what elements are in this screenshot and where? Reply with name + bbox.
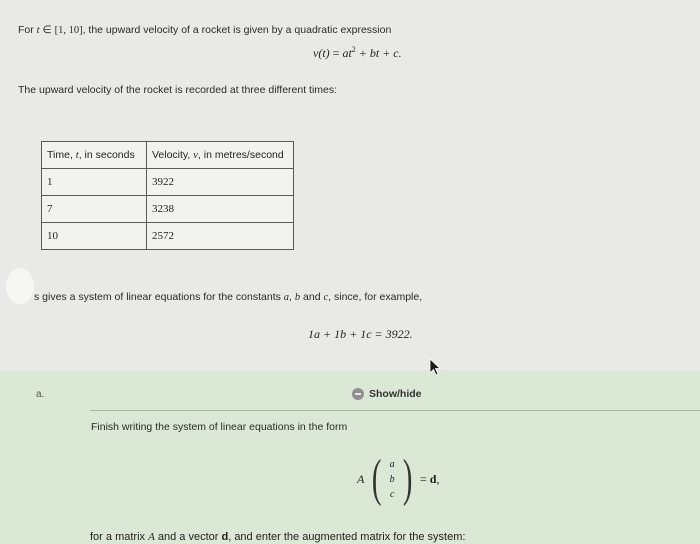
mouse-cursor-icon xyxy=(428,358,442,376)
formula-lhs: v(t) xyxy=(313,46,330,60)
part-label: a. xyxy=(36,389,45,400)
left-paren: ( xyxy=(372,450,382,507)
right-paren: ) xyxy=(402,450,413,507)
formula-eq: = xyxy=(329,46,343,60)
divider xyxy=(90,410,700,411)
vector-b: b xyxy=(389,473,395,485)
table-row xyxy=(42,223,294,250)
show-hide-toggle[interactable] xyxy=(352,388,422,400)
intro-suffix: , the upward velocity of a rocket is given by a quadratic expression xyxy=(82,24,392,36)
intro-prefix: For xyxy=(18,24,37,36)
matrix-equation xyxy=(357,450,440,507)
formula-rest: + bt + c. xyxy=(355,46,402,60)
glare-blob xyxy=(6,268,34,304)
intro-member: ∈ xyxy=(39,24,55,36)
intro-interval: [1, 10] xyxy=(54,25,83,36)
velocity-cell: 2572 xyxy=(147,223,294,250)
part-a-panel xyxy=(0,370,700,544)
show-hide-label: Show/hide xyxy=(369,388,422,400)
velocity-cell: 3922 xyxy=(147,169,294,196)
table-header-row xyxy=(42,142,294,169)
vector-c: c xyxy=(389,488,395,500)
augmented-matrix-instruction: for a matrix A and a vector d, and enter the augmented matrix for the system: xyxy=(90,531,466,543)
finish-instruction: Finish writing the system of linear equations in the form xyxy=(91,421,348,433)
matrix-A: A xyxy=(357,471,365,486)
vector-a: a xyxy=(389,458,395,470)
example-equation: 1a + 1b + 1c = 3922. xyxy=(308,327,413,341)
formula-exponent: 2 xyxy=(351,45,356,54)
table-row xyxy=(42,169,294,196)
velocity-table xyxy=(41,141,294,250)
intro-text xyxy=(18,24,391,36)
intro-t: t xyxy=(36,25,40,36)
velocity-cell: 3238 xyxy=(147,196,294,223)
recorded-text: The upward velocity of the rocket is recorded at three different times: xyxy=(18,84,338,96)
time-cell: 10 xyxy=(42,223,147,250)
header-time: Time, t, in seconds xyxy=(42,142,147,169)
header-velocity: Velocity, v, in metres/second xyxy=(147,142,294,169)
time-cell: 1 xyxy=(42,169,147,196)
system-intro-text: s gives a system of linear equations for the constants a, b and c, since, for example, xyxy=(34,291,423,303)
collapse-icon xyxy=(352,388,364,400)
velocity-formula xyxy=(313,45,402,61)
table-row xyxy=(42,196,294,223)
matrix-rhs: = d, xyxy=(420,471,440,486)
formula-at: at xyxy=(342,46,352,60)
time-cell: 7 xyxy=(42,196,147,223)
unknown-vector xyxy=(390,457,395,502)
